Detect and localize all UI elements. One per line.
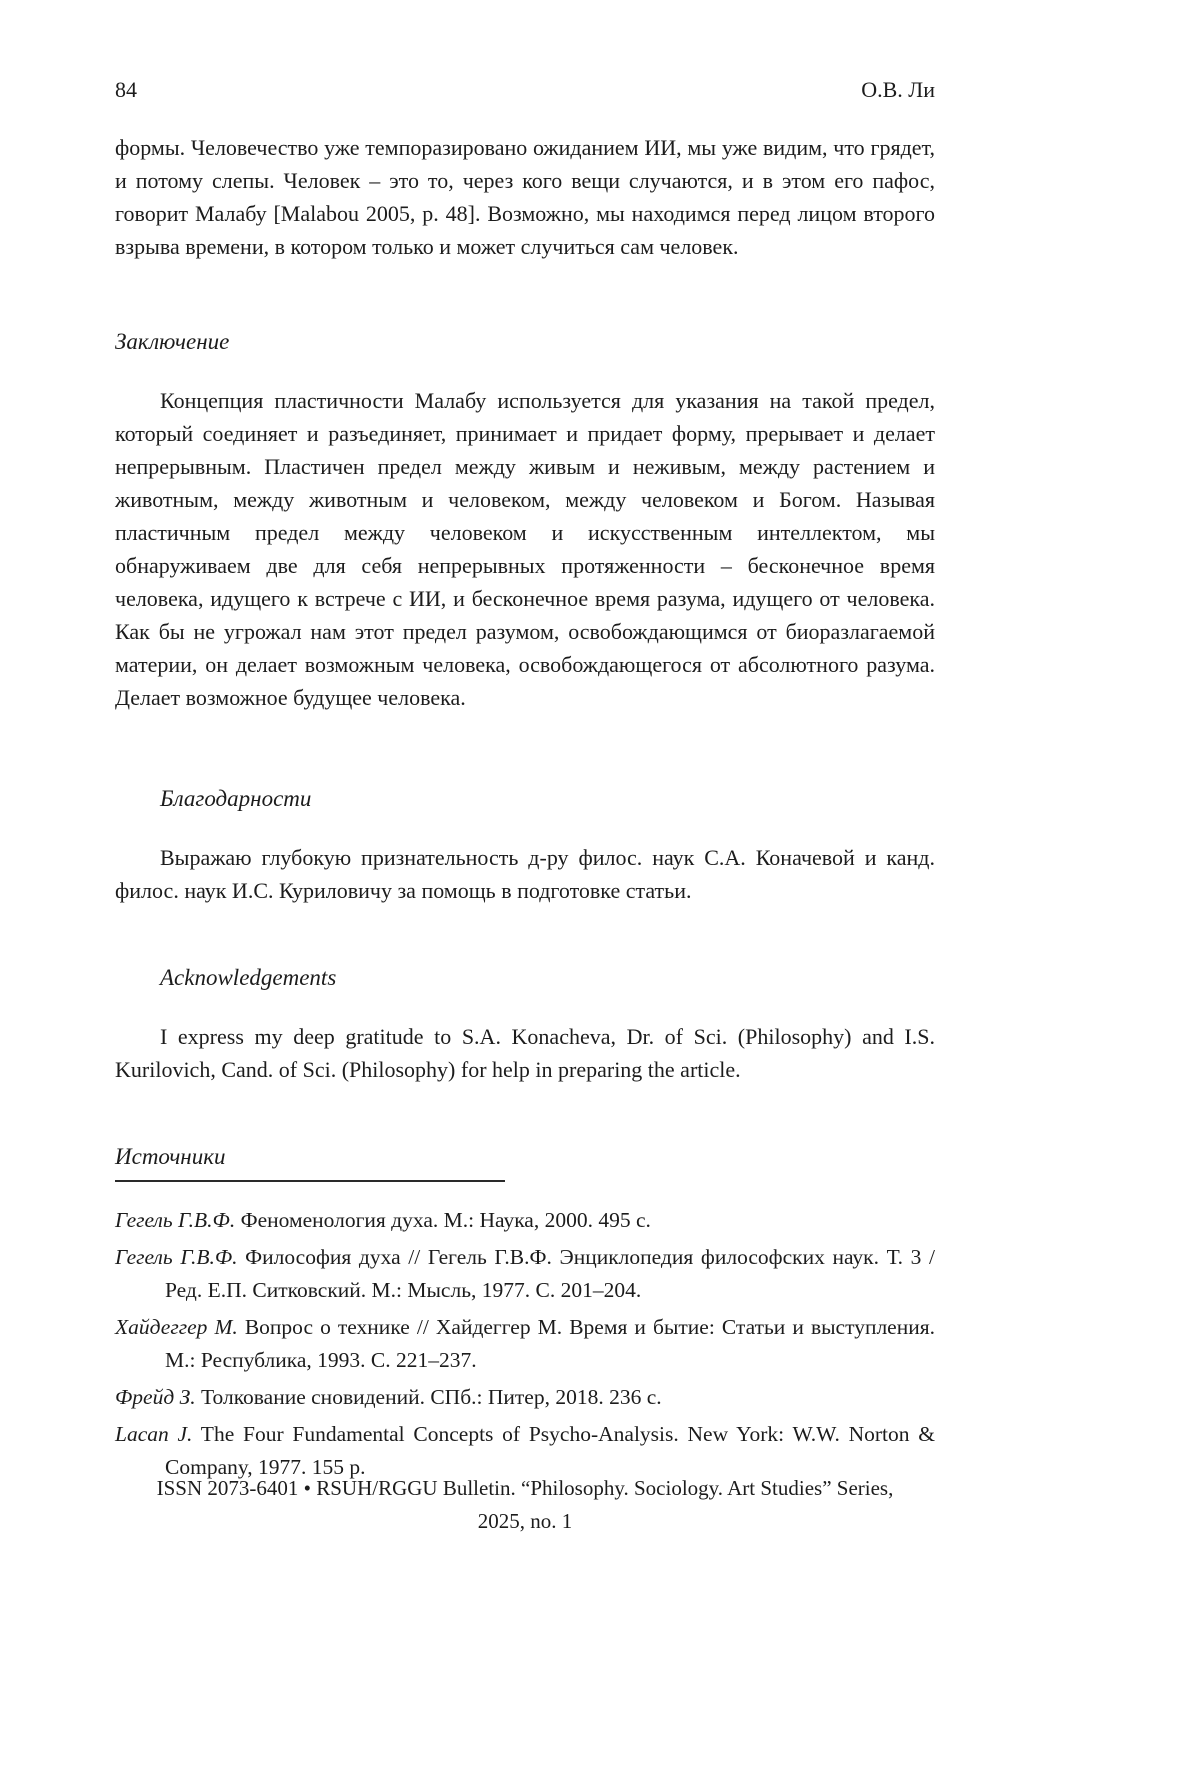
page-footer [115,1472,935,1538]
reference-text: Вопрос о технике // Хайдеггер М. Время и бытие: Статьи и выступления. М.: Республика, 1993. С. 221–237. [165,1315,935,1372]
reference-item [115,1381,935,1414]
running-head-author: О.В. Ли [861,77,935,102]
heading-conclusion: Заключение [115,329,230,354]
reference-item [115,1204,935,1237]
paragraph-acknowledgements-ru: Выражаю глубокую признательность д-ру филос. наук С.А. Коначевой и канд. филос. наук И.С. Куриловичу за помощь в подготовке статьи. [115,845,935,903]
reference-text: Философия духа // Гегель Г.В.Ф. Энциклопедия философских наук. Т. 3 / Ред. Е.П. Ситковский. М.: Мысль, 1977. С. 201–204. [165,1245,935,1302]
running-header [115,75,935,105]
references-list [115,1204,935,1484]
reference-author: Lacan J. [115,1422,193,1446]
reference-item [115,1241,935,1307]
reference-item [115,1311,935,1377]
footer-issn-line: ISSN 2073-6401 • RSUH/RGGU Bulletin. “Philosophy. Sociology. Art Studies” Series, [156,1476,894,1500]
reference-author: Фрейд З. [115,1385,196,1409]
reference-text: Толкование сновидений. СПб.: Питер, 2018. 236 с. [195,1385,662,1409]
page-number: 84 [115,77,137,102]
reference-author: Гегель Г.В.Ф. [115,1245,238,1269]
heading-acknowledgements-en: Acknowledgements [160,965,337,990]
reference-text: Феноменология духа. М.: Наука, 2000. 495 с. [235,1208,651,1232]
reference-author: Хайдеггер М. [115,1315,238,1339]
reference-author: Гегель Г.В.Ф. [115,1208,236,1232]
paragraph-acknowledgements-en: I express my deep gratitude to S.A. Konacheva, Dr. of Sci. (Philosophy) and I.S. Kurilovich, Cand. of Sci. (Philosophy) for help in preparing the article. [115,1024,935,1082]
footer-issue-line: 2025, no. 1 [477,1509,573,1533]
page-content [115,75,935,1488]
reference-text: The Four Fundamental Concepts of Psycho-Analysis. New York: W.W. Norton & Company, 1977. 155 p. [165,1422,935,1479]
sources-heading-rule [115,1180,505,1182]
paragraph-continued: формы. Человечество уже темпоразировано ожиданием ИИ, мы уже видим, что грядет, и потому слепы. Человек – это то, через кого вещи случаются, и в этом его пафос, говорит Малабу [Malabou 2005, p. 48]. Возможно, мы находимся перед лицом второго взрыва времени, в котором только и может случиться сам человек. [115,135,935,259]
heading-acknowledgements-ru: Благодарности [160,786,312,811]
heading-sources: Источники [115,1144,226,1169]
paragraph-conclusion: Концепция пластичности Малабу используется для указания на такой предел, который соединяет и разъединяет, принимает и придает форму, прерывает и делает непрерывным. Пластичен предел между живым и неживым, между растением и животным, между животным и человеком, между человеком и Богом. Называя пластичным предел между человеком и искусственным интеллектом, мы обнаруживаем две для себя непрерывных протяженности – бесконечное время человека, идущего к встрече с ИИ, и бесконечное время разума, идущего от человека. Как бы не угрожал нам этот предел разумом, освобождающимся от биоразлагаемой материи, он делает возможным человека, освобождающегося от абсолютного разума. Делает возможное будущее человека. [115,388,935,710]
